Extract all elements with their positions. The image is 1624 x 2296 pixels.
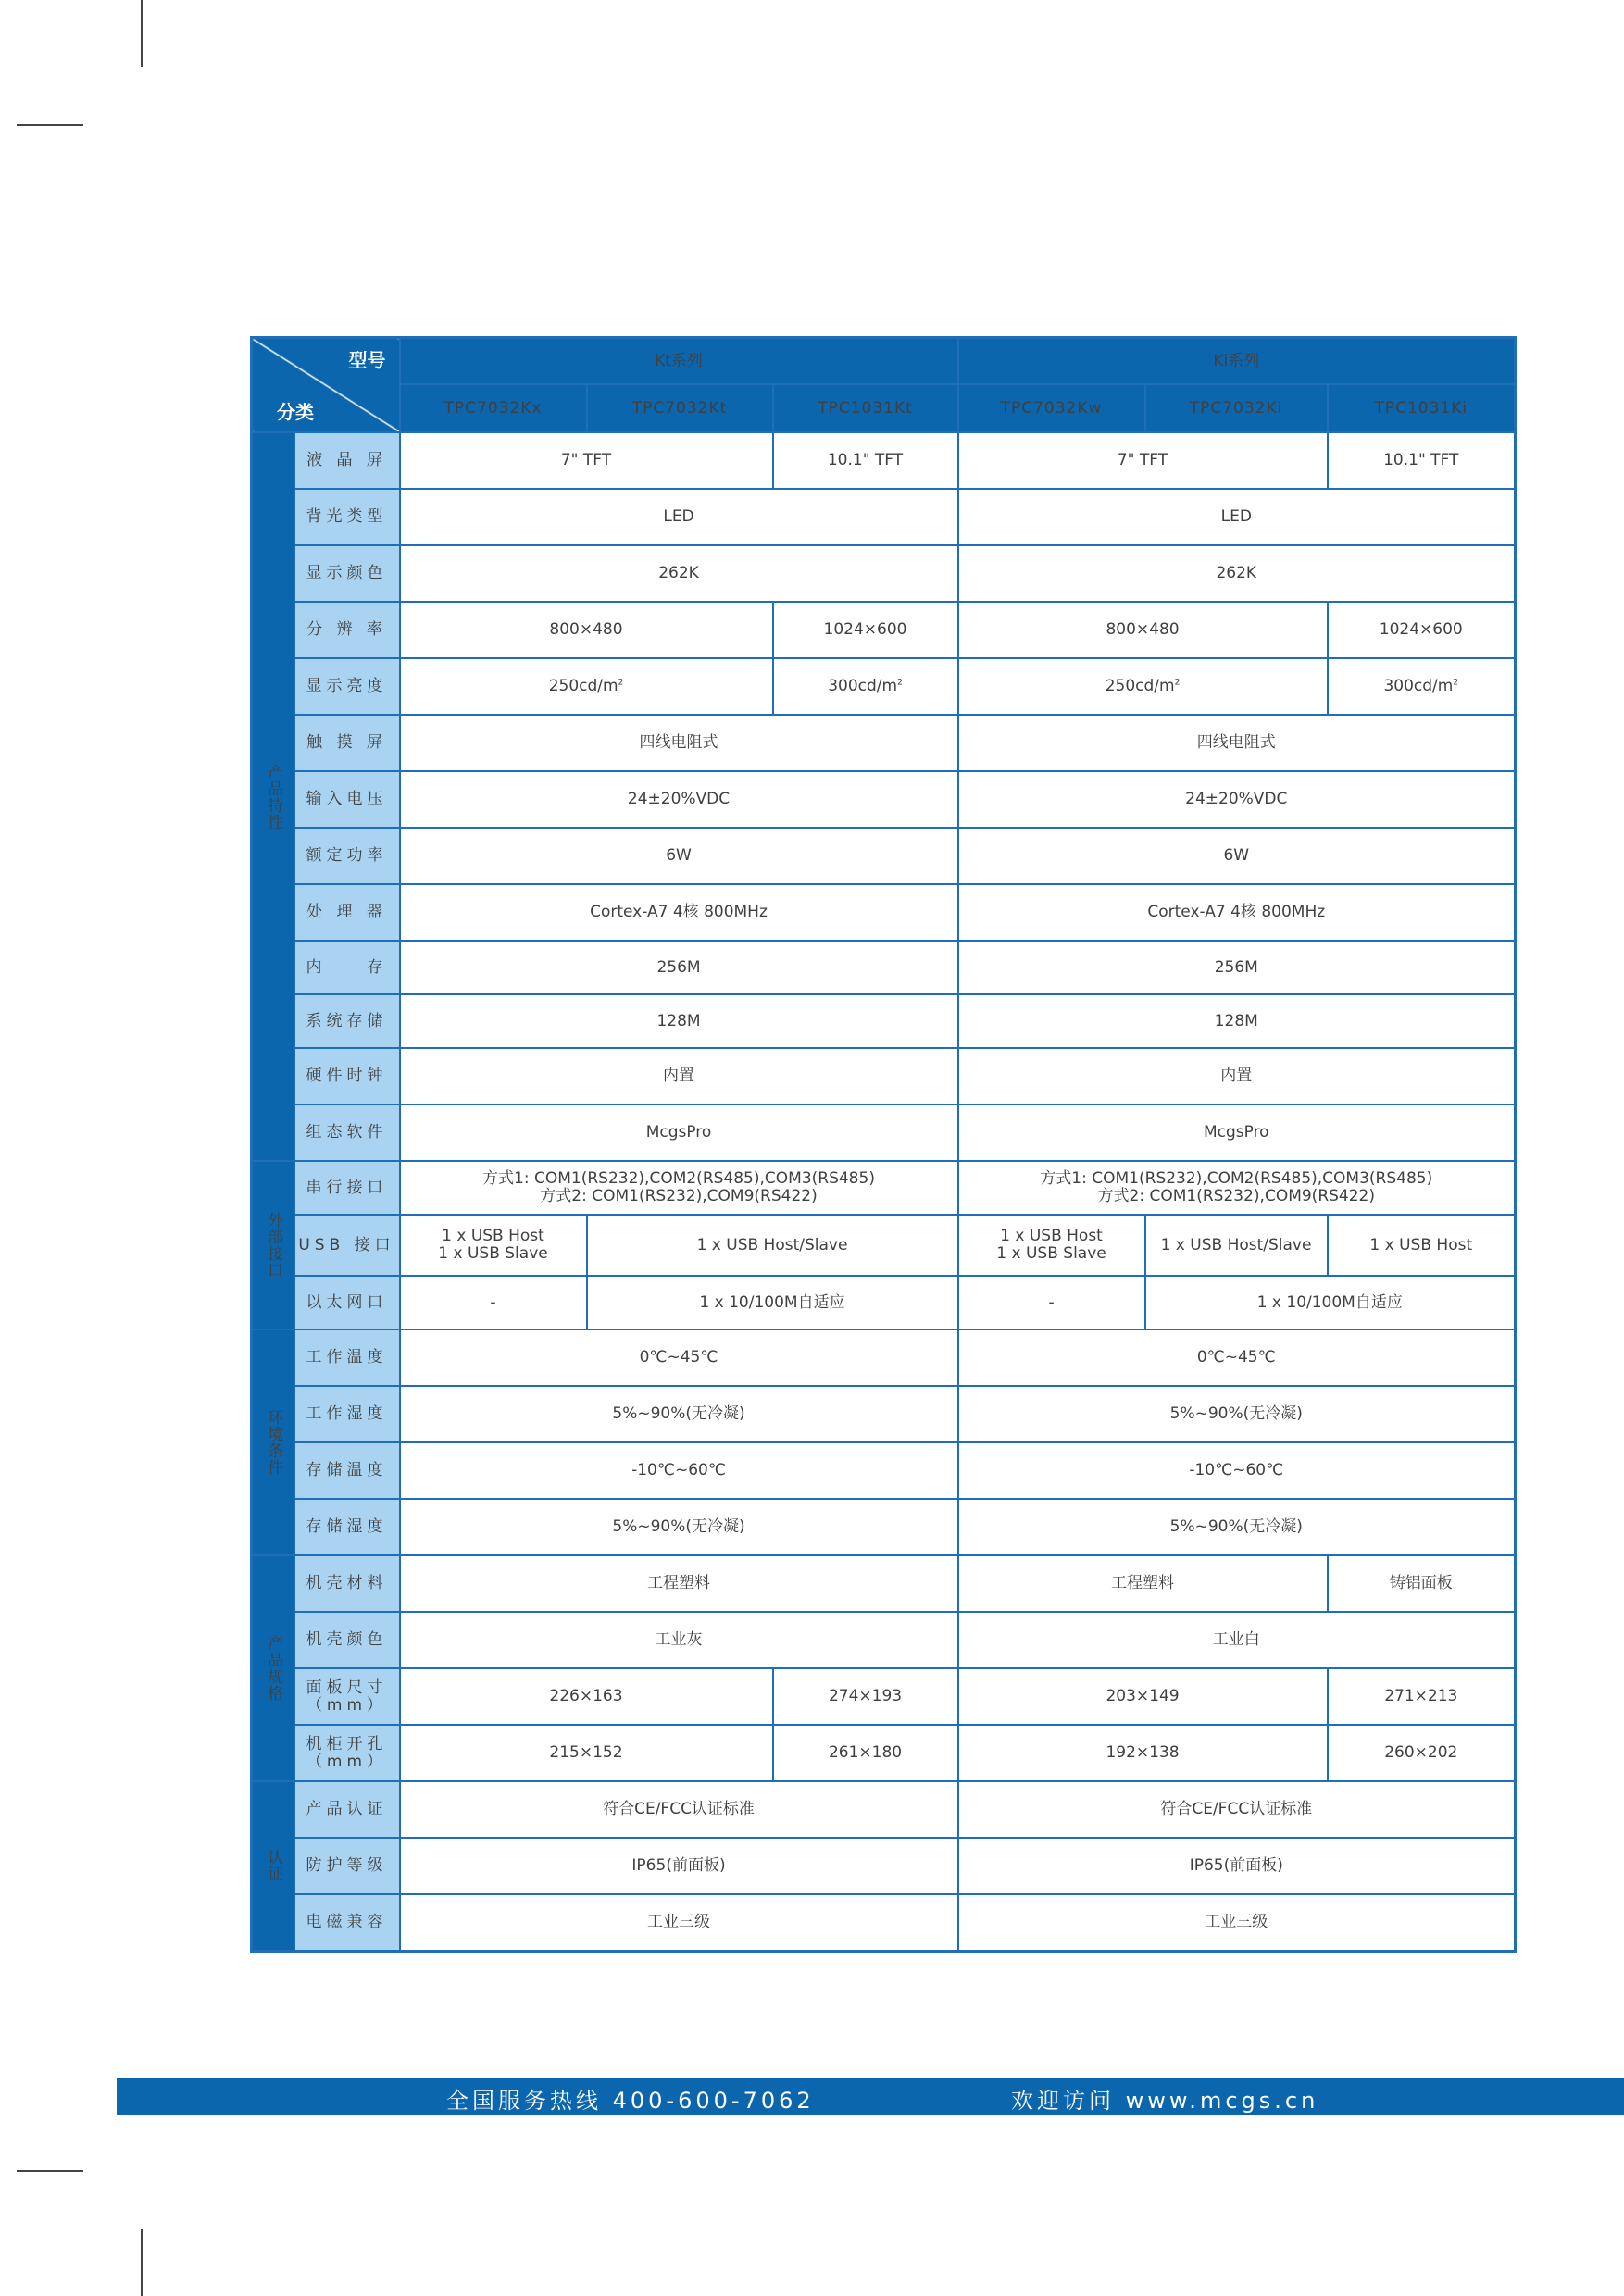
row-label-case-color: 机壳颜色 (294, 1612, 400, 1668)
cell-value (400, 1215, 587, 1276)
cell-value (1328, 658, 1516, 715)
cell-value: IP65(前面板) (400, 1838, 958, 1894)
superscript: 2 (1453, 678, 1459, 688)
cell-value: 800×480 (958, 602, 1328, 658)
corner-model-label: 型号 (348, 349, 386, 371)
category-specifications: 产品规格 (252, 1555, 294, 1781)
cell-value (400, 1161, 958, 1215)
cell-value: 1024×600 (773, 602, 958, 658)
brightness-value: 250cd/m (1105, 677, 1175, 696)
row-label-resolution: 分 辨 率 (294, 602, 400, 658)
row-label-color: 显示颜色 (294, 545, 400, 602)
cell-value: -10℃~60℃ (958, 1442, 1516, 1499)
usb-host-line: 1 x USB Host (442, 1227, 544, 1246)
cell-value: 5%~90%(无冷凝) (958, 1499, 1516, 1555)
crop-mark (17, 2170, 83, 2172)
brightness-value: 250cd/m (548, 677, 618, 696)
row-label-work-humidity: 工作湿度 (294, 1386, 400, 1442)
row-label-storage: 系统存储 (294, 994, 400, 1048)
cell-value: 6W (400, 828, 958, 884)
model-header: TPC1031Ki (1328, 384, 1516, 432)
row-label-store-temp: 存储温度 (294, 1442, 400, 1499)
crop-mark (17, 124, 83, 126)
cell-value: 192×138 (958, 1725, 1328, 1781)
model-header: TPC7032Kx (400, 384, 587, 432)
cell-value: McgsPro (400, 1104, 958, 1161)
model-header: TPC7032Kw (958, 384, 1145, 432)
row-label-certification: 产品认证 (294, 1781, 400, 1838)
cell-value: 262K (958, 545, 1516, 602)
spec-table (250, 336, 1517, 1953)
cell-value: 工业三级 (400, 1894, 958, 1951)
website-link[interactable]: 欢迎访问 www.mcgs.cn (1011, 2088, 1319, 2114)
cell-value: 工业白 (958, 1612, 1516, 1668)
cell-value: 128M (400, 994, 958, 1048)
row-label-cutout (294, 1725, 400, 1781)
cell-value: 1 x USB Host/Slave (587, 1215, 958, 1276)
row-label-serial: 串行接口 (294, 1161, 400, 1215)
row-label-panel-size (294, 1668, 400, 1725)
model-header: TPC7032Kt (587, 384, 773, 432)
cell-value: - (400, 1276, 587, 1329)
row-label-lcd: 液 晶 屏 (294, 432, 400, 489)
cell-value: 0℃~45℃ (400, 1329, 958, 1386)
cell-value: 203×149 (958, 1668, 1328, 1725)
serial-mode-1: 方式1: COM1(RS232),COM2(RS485),COM3(RS485) (482, 1169, 875, 1189)
serial-mode-2: 方式2: COM1(RS232),COM9(RS422) (540, 1187, 818, 1205)
cell-value: 四线电阻式 (958, 715, 1516, 771)
series-ki-header: Ki系列 (958, 338, 1516, 385)
header-corner (252, 338, 400, 433)
cell-value: 24±20%VDC (958, 771, 1516, 828)
cell-value: 0℃~45℃ (958, 1329, 1516, 1386)
cell-value: 7" TFT (400, 432, 773, 489)
cell-value: 271×213 (1328, 1668, 1516, 1725)
cell-value: McgsPro (958, 1104, 1516, 1161)
service-hotline: 全国服务热线 400-600-7062 (446, 2088, 815, 2114)
cell-value: LED (400, 489, 958, 545)
cell-value (958, 1215, 1145, 1276)
brightness-value: 300cd/m (828, 677, 898, 696)
brightness-value: 300cd/m (1383, 677, 1454, 696)
cell-value: 内置 (958, 1048, 1516, 1104)
row-label-case-material: 机壳材料 (294, 1555, 400, 1612)
cell-value: 符合CE/FCC认证标准 (400, 1781, 958, 1838)
usb-slave-line: 1 x USB Slave (438, 1244, 548, 1263)
model-header: TPC7032Ki (1145, 384, 1328, 432)
cell-value: 10.1" TFT (1328, 432, 1516, 489)
usb-host-line: 1 x USB Host (1000, 1227, 1103, 1246)
cell-value: IP65(前面板) (958, 1838, 1516, 1894)
cell-value (773, 658, 958, 715)
label-unit: （mm） (306, 1752, 388, 1771)
category-environment: 环境条件 (252, 1329, 294, 1555)
row-label-backlight: 背光类型 (294, 489, 400, 545)
cell-value: 10.1" TFT (773, 432, 958, 489)
row-label-cpu: 处 理 器 (294, 884, 400, 941)
cell-value: -10℃~60℃ (400, 1442, 958, 1499)
cell-value: Cortex-A7 4核 800MHz (400, 884, 958, 941)
row-label-clock: 硬件时钟 (294, 1048, 400, 1104)
usb-slave-line: 1 x USB Slave (996, 1244, 1106, 1263)
cell-value: 24±20%VDC (400, 771, 958, 828)
row-label-store-humidity: 存储湿度 (294, 1499, 400, 1555)
row-label-protection: 防护等级 (294, 1838, 400, 1894)
cell-value (958, 658, 1328, 715)
corner-category-label: 分类 (277, 401, 314, 423)
crop-mark (141, 0, 143, 67)
row-label-software: 组态软件 (294, 1104, 400, 1161)
row-label-work-temp: 工作温度 (294, 1329, 400, 1386)
cell-value: 5%~90%(无冷凝) (400, 1386, 958, 1442)
cell-value: - (958, 1276, 1145, 1329)
row-label-touch: 触 摸 屏 (294, 715, 400, 771)
cell-value: 工业三级 (958, 1894, 1516, 1951)
row-label-memory: 内 存 (294, 941, 400, 994)
cell-value: Cortex-A7 4核 800MHz (958, 884, 1516, 941)
cell-value: 内置 (400, 1048, 958, 1104)
cell-value: 128M (958, 994, 1516, 1048)
cell-value: 工业灰 (400, 1612, 958, 1668)
cell-value: 7" TFT (958, 432, 1328, 489)
cell-value: 1 x USB Host (1328, 1215, 1516, 1276)
superscript: 2 (618, 678, 624, 688)
cell-value: 256M (400, 941, 958, 994)
cell-value: 274×193 (773, 1668, 958, 1725)
series-kt-header: Kt系列 (400, 338, 958, 385)
cell-value: 6W (958, 828, 1516, 884)
row-label-brightness: 显示亮度 (294, 658, 400, 715)
row-label-voltage: 输入电压 (294, 771, 400, 828)
cell-value: 1024×600 (1328, 602, 1516, 658)
superscript: 2 (1174, 678, 1181, 688)
cell-value (400, 658, 773, 715)
category-interfaces: 外部接口 (252, 1161, 294, 1329)
label-line: 机柜开孔 (306, 1734, 388, 1753)
cell-value: 四线电阻式 (400, 715, 958, 771)
cell-value: 1 x 10/100M自适应 (587, 1276, 958, 1329)
cell-value: 工程塑料 (400, 1555, 958, 1612)
cell-value: 1 x 10/100M自适应 (1145, 1276, 1516, 1329)
cell-value: 铸铝面板 (1328, 1555, 1516, 1612)
footer-bar (117, 2078, 1624, 2115)
cell-value: 符合CE/FCC认证标准 (958, 1781, 1516, 1838)
serial-mode-2: 方式2: COM1(RS232),COM9(RS422) (1097, 1187, 1375, 1205)
cell-value: 工程塑料 (958, 1555, 1328, 1612)
cell-value: 1 x USB Host/Slave (1145, 1215, 1328, 1276)
cell-value (958, 1161, 1516, 1215)
cell-value: 260×202 (1328, 1725, 1516, 1781)
cell-value: 262K (400, 545, 958, 602)
row-label-power: 额定功率 (294, 828, 400, 884)
cell-value: 256M (958, 941, 1516, 994)
cell-value: LED (958, 489, 1516, 545)
serial-mode-1: 方式1: COM1(RS232),COM2(RS485),COM3(RS485) (1040, 1169, 1433, 1189)
cell-value: 5%~90%(无冷凝) (400, 1499, 958, 1555)
crop-mark (141, 2229, 143, 2296)
category-certification: 认证 (252, 1781, 294, 1951)
label-unit: （mm） (306, 1695, 388, 1715)
row-label-emc: 电磁兼容 (294, 1894, 400, 1951)
row-label-ethernet: 以太网口 (294, 1276, 400, 1329)
cell-value: 800×480 (400, 602, 773, 658)
cell-value: 226×163 (400, 1668, 773, 1725)
row-label-usb: USB 接口 (294, 1215, 400, 1276)
cell-value: 5%~90%(无冷凝) (958, 1386, 1516, 1442)
cell-value: 215×152 (400, 1725, 773, 1781)
cell-value: 261×180 (773, 1725, 958, 1781)
superscript: 2 (897, 678, 903, 688)
label-line: 面板尺寸 (306, 1678, 388, 1697)
model-header: TPC1031Kt (773, 384, 958, 432)
category-product-features: 产品特性 (252, 432, 294, 1161)
